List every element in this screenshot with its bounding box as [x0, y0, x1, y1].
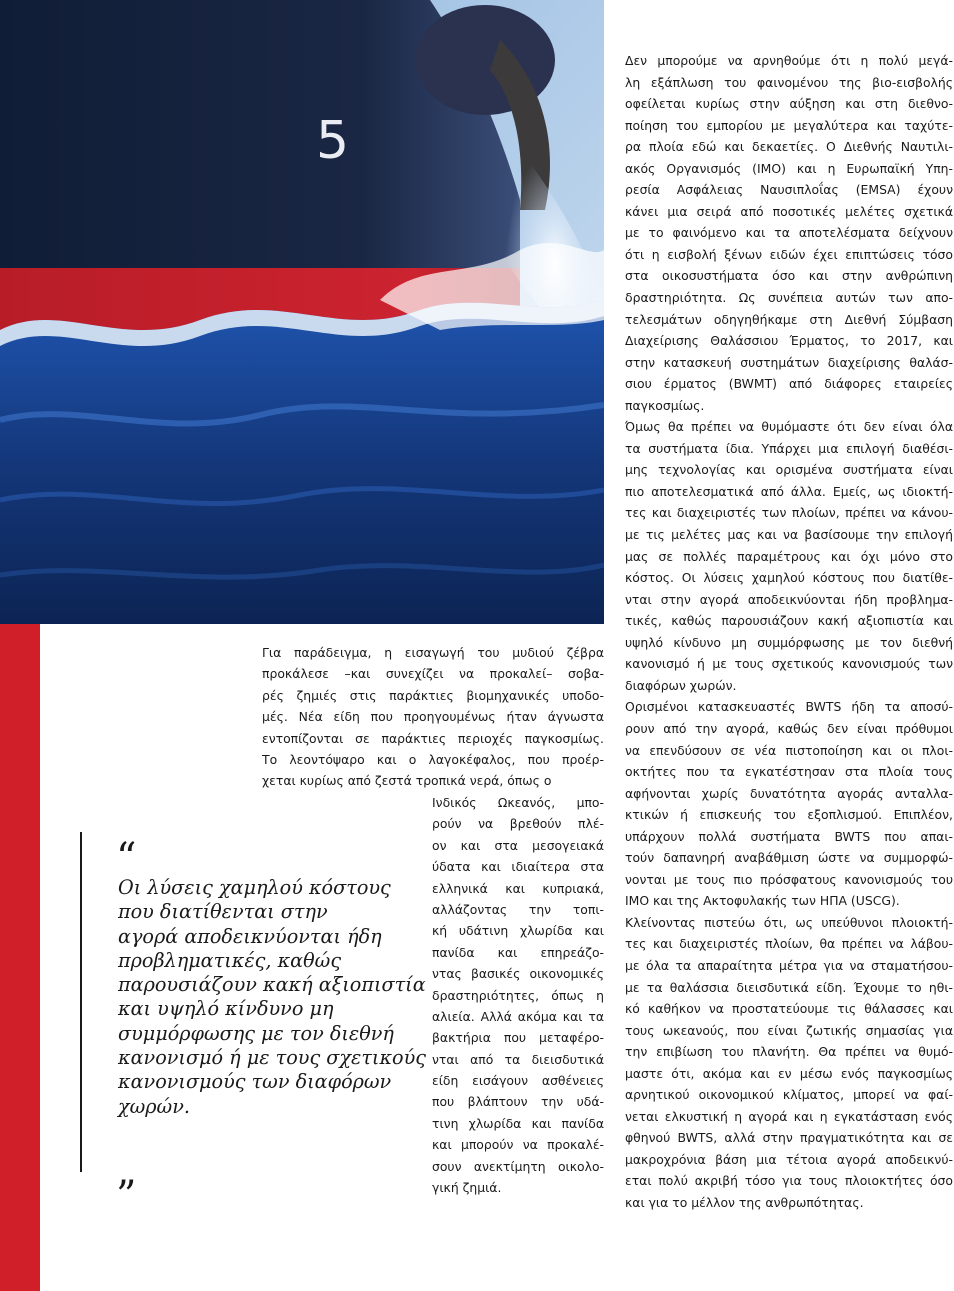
- text-line: ντας βασικές οικονομικές: [432, 966, 604, 982]
- text-line: με όλα τα απαραίτητα μέτρα για να σταματήσου-: [625, 957, 953, 973]
- text-line: κανονισμό ή με τους σχετικούς κανονισμούς των: [625, 656, 953, 672]
- text-line: χεται κυρίως από ζεστά τροπικά νερά, όπως ο: [262, 773, 552, 789]
- text-line: γική ζημιά.: [432, 1180, 502, 1196]
- text-line: αλλάζοντας την τοπι-: [432, 901, 604, 917]
- sea-waves: [0, 300, 604, 624]
- text-line: κάνει μια σειρά από ποσοτικές μελέτες σχετικά: [625, 203, 953, 219]
- text-line: αλιεία. Αλλά ακόμα και τα: [432, 1008, 604, 1024]
- text-line: τες και διαχειριστές πλοίων, θα πρέπει να λάβου-: [625, 936, 953, 952]
- text-line: νται στην αγορά αποδεικνύονται ήδη προβλημα-: [625, 591, 953, 607]
- text-line: τελεσμάτων οδηγηθήκαμε στη Διεθνή Σύμβαση: [625, 311, 953, 327]
- open-quote-icon: “: [116, 835, 137, 881]
- text-line: μας σε πολλές παραμέτρους και όχι μόνο στο: [625, 548, 953, 564]
- text-line: Το λεοντόψαρο και ο λαγοκέφαλος, που προέρ-: [262, 751, 604, 767]
- text-line: σουν ανεκτίμητη οικολο-: [432, 1158, 604, 1174]
- text-line: νονται με τους πιο πρόσφατους κανονισμούς του: [625, 871, 953, 887]
- text-line: σιου έρματος (BWMT) από διάφορες εταιρείες: [625, 376, 953, 392]
- text-line: κό καθήκον να προστατεύουμε τις θάλασσες και: [625, 1001, 953, 1017]
- pull-quote-line: παρουσιάζουν κακή αξιοπιστία: [118, 973, 426, 997]
- text-line: φθηνού BWTS, αλλά στην πραγματικότητα και σε: [625, 1130, 953, 1146]
- hull-draft-marking: 5: [316, 111, 350, 171]
- text-line: μαστε ότι, ακόμα και εν μέσω ενός παγκοσμίως: [625, 1065, 953, 1081]
- text-line: υπάρχουν πολλά συστήματα BWTS που απαι-: [625, 828, 953, 844]
- text-line: είδη εισάγουν ασθένειες: [432, 1073, 604, 1089]
- hero-photo-ship-bow: [0, 0, 604, 624]
- text-line: με το φαινόμενο και τα αποτελέσματα δείχνουν: [625, 225, 953, 241]
- text-line: προκάλεσε –και συνεχίζει να προκαλεί– σοβα-: [262, 666, 604, 682]
- text-line: πανίδα και επηρεάζο-: [432, 944, 604, 960]
- text-line: ακός Οργανισμός (IMO) και η Ευρωπαϊκή Υπη-: [625, 160, 953, 176]
- text-line: βακτήρια που μεταφέρο-: [432, 1030, 604, 1046]
- text-line: ρουν από την αγορά, καθώς δεν είναι πρόθυμοι: [625, 720, 953, 736]
- text-line: τικές, καθώς παρουσιάζουν κακή αξιοπιστία και: [625, 613, 953, 629]
- text-line: στα οικοσυστήματα όσο και στην ανθρώπινη: [625, 268, 953, 284]
- text-line: στην κατασκευή συστημάτων διαχείρισης θαλάσ-: [625, 354, 953, 370]
- text-line: νεται ελκυστική η αγορά και η εγκατάσταση ενός: [625, 1108, 953, 1124]
- text-line: να επενδύσουν σε νέα πιστοποίηση και οι πλοι-: [625, 742, 953, 758]
- text-line: ρα πλοία εδώ και δεκαετίες. Ο Διεθνής Ναυτιλι-: [625, 139, 953, 155]
- ship-bow-illustration: [0, 0, 604, 624]
- text-line: νται από τα διεισδυτικά: [432, 1051, 604, 1067]
- text-line: Κλείνοντας πιστεύω ότι, ως υπεύθυνοι πλοιοκτή-: [625, 914, 953, 930]
- pull-quote-line: κανονισμούς των διαφόρων: [118, 1070, 392, 1094]
- text-line: ποίηση του εμπορίου με μεγαλύτερα και ταχύτε-: [625, 117, 953, 133]
- text-line: ρές ζημιές στις παράκτιες βιομηχανικές υποδο-: [262, 687, 604, 703]
- text-line: την επιβίωση του πλανήτη. Θα πρέπει να θυμό-: [625, 1044, 953, 1060]
- text-line: οκτήτες που τα εγκατέστησαν στα πλοία τους: [625, 764, 953, 780]
- text-line: μακροχρόνια βάση μια τέτοια αγορά αποδεικνύ-: [625, 1151, 953, 1167]
- text-line: Ινδικός Ωκεανός, μπο-: [432, 795, 604, 810]
- text-line: τούν δαπανηρή αναβάθμιση ώστε να συμμορφώ-: [625, 850, 953, 866]
- text-line: μης τεχνολογίας και ορισμένα συστήματα είναι: [625, 462, 953, 478]
- text-line: και μπορούν να προκαλέ-: [432, 1137, 604, 1153]
- text-line: Δεν μπορούμε να αρνηθούμε ότι η πολύ μεγά-: [625, 53, 953, 68]
- text-line: και για το μέλλον της ανθρωπότητας.: [625, 1194, 864, 1210]
- text-line: ον και στα μεσογειακά: [432, 837, 604, 853]
- text-line: αρνητικού οικονομικού κλίματος, μπορεί να φαί-: [625, 1087, 953, 1103]
- body-text-middle-wide: [262, 642, 604, 792]
- text-line: Για παράδειγμα, η εισαγωγή του μυδιού ζέβρα: [262, 645, 604, 660]
- text-line: ρεσία Ασφάλειας Ναυσιπλοΐας (EMSA) έχουν: [625, 182, 953, 198]
- body-text-middle-narrow: [432, 792, 604, 1198]
- text-line: κτικών ή επισκευής του εξοπλισμού. Επιπλέον,: [625, 807, 953, 823]
- text-line: που βλάπτουν την υδά-: [432, 1094, 604, 1110]
- text-line: αφήνονται χωρίς δυνατότητα αγοράς ανταλλα-: [625, 785, 953, 801]
- text-line: με τα θαλάσσια διεισδυτικά είδη. Έχουμε το ηθι-: [625, 979, 953, 995]
- pull-quote-line: που διατίθενται στην: [118, 900, 328, 924]
- text-line: δραστηριότητα. Ως συνέπεια αυτών των απο-: [625, 290, 953, 306]
- text-line: τες και διαχειριστές των πλοίων, πρέπει να κάνου-: [625, 505, 953, 521]
- text-line: διαφόρων χωρών.: [625, 677, 737, 693]
- pull-quote: [80, 832, 450, 1219]
- text-line: μές. Νέα είδη που προηγουμένως ήταν άγνωστα: [262, 709, 604, 725]
- text-line: παγκοσμίως.: [625, 397, 705, 413]
- text-line: ρούν να βρεθούν πλέ-: [432, 816, 604, 832]
- pull-quote-line: και υψηλό κίνδυνο μη: [118, 997, 334, 1021]
- pull-quote-text: [118, 876, 430, 1119]
- text-line: πιο αποτελεσματικά από άλλα. Εμείς, ως ιδιοκτή-: [625, 483, 953, 499]
- text-line: τα συστήματα ίδια. Υπάρχει μια επιλογή διαθέσι-: [625, 440, 953, 456]
- pull-quote-line: συμμόρφωσης με τον διεθνή: [118, 1021, 394, 1045]
- text-line: IMO και της Ακτοφυλακής των ΗΠΑ (USCG).: [625, 893, 900, 909]
- text-line: οφείλεται κυρίως στην αύξηση και στη διεθνο-: [625, 96, 953, 112]
- pull-quote-line: Οι λύσεις χαμηλού κόστους: [118, 876, 391, 899]
- text-line: κή υδάτινη χλωρίδα και: [432, 923, 604, 939]
- close-quote-icon: ”: [116, 1173, 137, 1219]
- text-line: υψηλό κίνδυνο μη συμμόρφωσης με τον διεθνή: [625, 634, 953, 650]
- body-text-right-column: [625, 50, 953, 1214]
- text-line: Ορισμένοι κατασκευαστές BWTS ήδη τα αποσύ-: [625, 699, 953, 715]
- text-line: λη εξάπλωση του φαινομένου της βιο-εισβολής: [625, 74, 953, 90]
- text-line: κόστος. Οι λύσεις χαμηλού κόστους που διατίθε-: [625, 570, 953, 586]
- page-red-strip: [0, 624, 40, 1291]
- text-line: Όμως θα πρέπει να θυμόμαστε ότι δεν είναι όλα: [625, 419, 953, 435]
- text-line: δραστηριότητες, όπως η: [432, 987, 604, 1003]
- text-line: εντοπίζονται σε παράκτιες περιοχές παγκοσμίως.: [262, 730, 604, 746]
- text-line: με τις μελέτες μας και να βασίσουμε την επιλογή: [625, 527, 953, 543]
- pull-quote-line: αγορά αποδεικνύονται ήδη: [118, 924, 382, 948]
- pull-quote-line: προβληματικές, καθώς: [118, 948, 342, 972]
- text-line: Διαχείρισης Θαλάσσιου Έρματος, το 2017, και: [625, 333, 953, 349]
- text-line: τινη χλωρίδα και πανίδα: [432, 1115, 604, 1131]
- text-line: εται πολύ ακριβή τόσο για τους πλοιοκτήτες όσο: [625, 1173, 953, 1189]
- text-line: ύδατα και ιδιαίτερα στα: [432, 859, 604, 875]
- text-line: ότι η εισβολή ξένων ειδών έχει επιπτώσεις τόσο: [625, 246, 953, 262]
- text-line: ελληνικά και κυπριακά,: [432, 880, 604, 896]
- text-line: τους ωκεανούς, που είναι ζωτικής σημασίας για: [625, 1022, 953, 1038]
- pull-quote-line: χωρών.: [118, 1094, 190, 1118]
- pull-quote-line: κανονισμό ή με τους σχετικούς: [118, 1046, 427, 1070]
